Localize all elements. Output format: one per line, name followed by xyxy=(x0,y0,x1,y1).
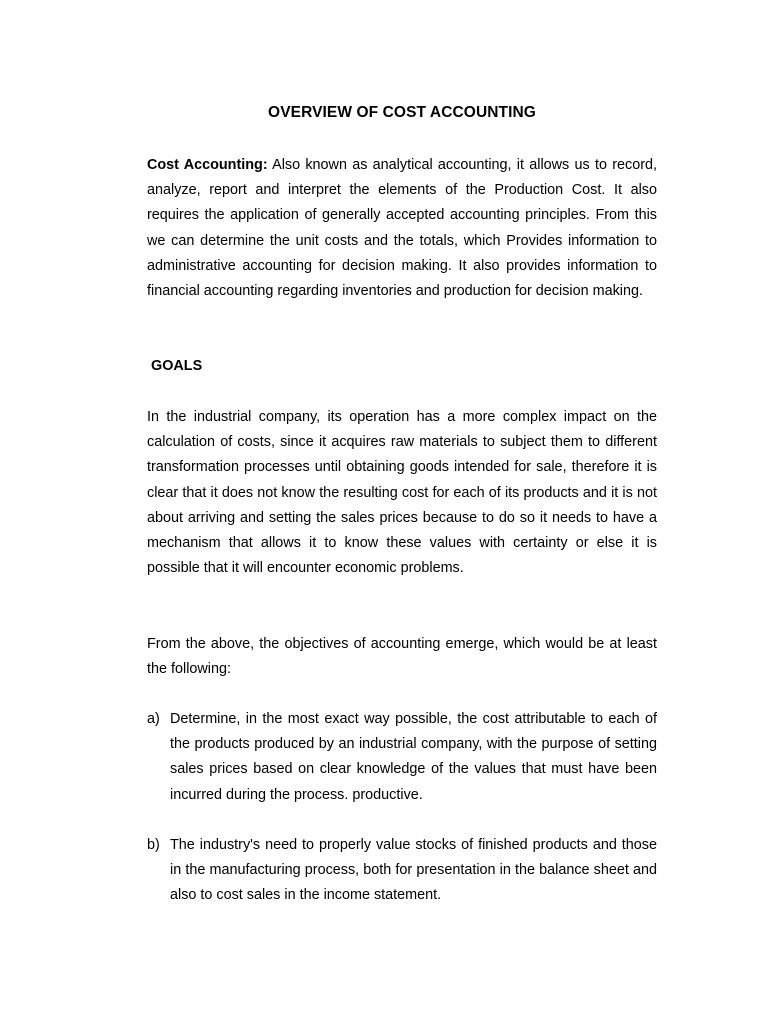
objectives-intro-paragraph: From the above, the objectives of accounting emerge, which would be at least the following: xyxy=(147,636,657,678)
intro-term: Cost Accounting: xyxy=(147,157,268,173)
document-title: OVERVIEW OF COST ACCOUNTING xyxy=(268,104,536,121)
intro-text: Also known as analytical accounting, it allows us to record, analyze, report and interpret the elements of the Production Cost. It also requires the application of generally accepted accounting principles. From this we can determine the unit costs and the totals, which Provides information to administrative accounting for decision making. It also provides information to financial accounting regarding inventories and production for decision making. xyxy=(147,157,657,300)
objective-item-a xyxy=(147,707,657,808)
intro-paragraph xyxy=(147,153,657,304)
objective-text: Determine, in the most exact way possible, the cost attributable to each of the products produced by an industrial company, with the purpose of setting sales prices based on clear knowledge of the values that must have been incurred during the process. productive. xyxy=(170,711,657,803)
objective-item-b xyxy=(147,833,657,909)
goals-paragraph: In the industrial company, its operation has a more complex impact on the calculation of costs, since it acquires raw materials to subject them to different transformation processes until obtaining goods intended for sale, therefore it is clear that it does not know the resulting cost for each of its products and it is not about arriving and setting the sales prices because to do so it needs to have a mechanism that allows it to know these values with certainty or else it is possible that it will encounter economic problems. xyxy=(147,409,657,577)
list-marker: b) xyxy=(147,837,160,853)
goals-heading: GOALS xyxy=(151,358,203,374)
list-marker: a) xyxy=(147,711,160,727)
objective-text: The industry's need to properly value stocks of finished products and those in the manufacturing process, both for presentation in the balance sheet and also to cost sales in the income statement. xyxy=(170,837,657,904)
